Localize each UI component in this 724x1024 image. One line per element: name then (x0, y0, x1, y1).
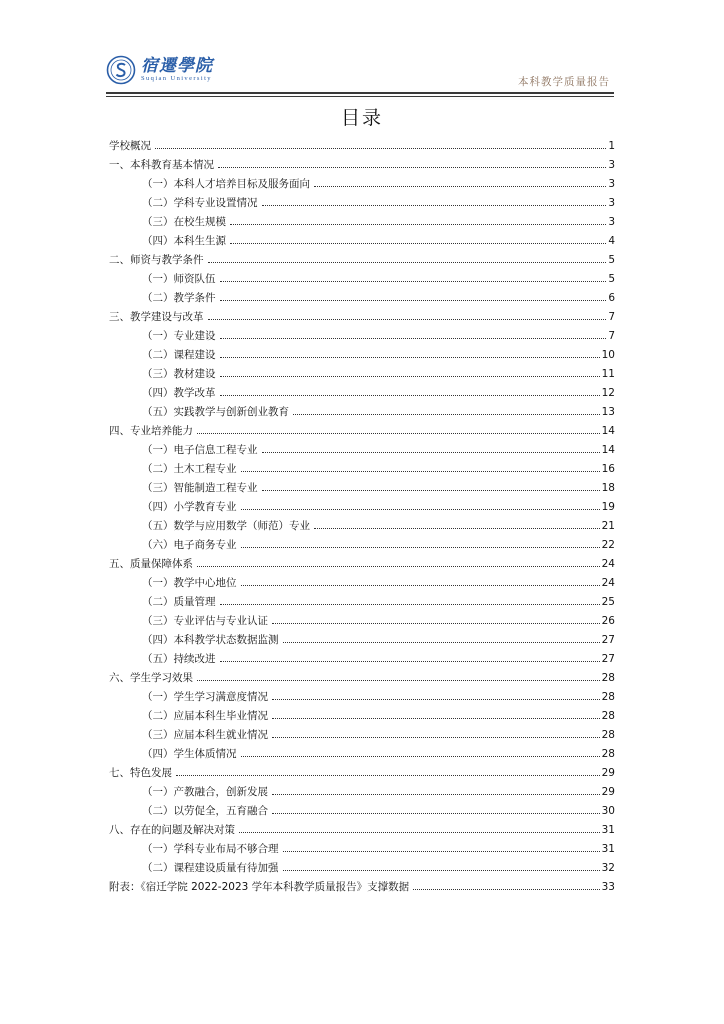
toc-entry-label: （一）本科人才培养目标及服务面向 (142, 178, 310, 190)
toc-entry-page-number: 21 (601, 520, 615, 532)
toc-entry-page-number: 28 (601, 691, 615, 703)
toc-entry-label: （四）教学改革 (142, 387, 216, 399)
toc-entry-label: （二）课程建设质量有待加强 (142, 862, 279, 874)
toc-dot-leader (197, 565, 600, 567)
toc-entry-label: （五）数学与应用数学（师范）专业 (142, 520, 310, 532)
toc-entry-label: （三）在校生规模 (142, 216, 226, 228)
toc-entry-page-number: 19 (601, 501, 615, 513)
toc-entry[interactable] (109, 134, 615, 153)
toc-entry-label: 三、教学建设与改革 (109, 311, 204, 323)
toc-entry[interactable] (109, 172, 615, 191)
toc-entry[interactable] (109, 438, 615, 457)
toc-dot-leader (283, 869, 600, 871)
toc-entry[interactable] (109, 210, 615, 229)
toc-entry[interactable] (109, 381, 615, 400)
toc-entry[interactable] (109, 153, 615, 172)
toc-entry-label: （二）应届本科生毕业情况 (142, 710, 268, 722)
toc-entry-label: 四、专业培养能力 (109, 425, 193, 437)
logo-chinese-name: 宿遷學院 (141, 56, 213, 76)
toc-entry[interactable] (109, 628, 615, 647)
toc-entry-page-number: 24 (601, 577, 615, 589)
toc-entry-page-number: 28 (601, 672, 615, 684)
toc-entry-label: （三）智能制造工程专业 (142, 482, 258, 494)
toc-dot-leader (314, 185, 606, 187)
toc-dot-leader (241, 546, 600, 548)
toc-entry[interactable] (109, 723, 615, 742)
toc-entry-page-number: 27 (601, 653, 615, 665)
toc-entry[interactable] (109, 457, 615, 476)
toc-dot-leader (155, 147, 606, 149)
toc-dot-leader (283, 850, 600, 852)
toc-dot-leader (208, 318, 607, 320)
toc-entry-label: （五）持续改进 (142, 653, 216, 665)
toc-dot-leader (413, 888, 599, 890)
toc-entry-page-number: 31 (601, 824, 615, 836)
toc-dot-leader (230, 223, 606, 225)
header-rule-thick (106, 92, 614, 94)
toc-dot-leader (272, 793, 600, 795)
toc-entry-page-number: 28 (601, 729, 615, 741)
toc-entry-label: （二）学科专业设置情况 (142, 197, 258, 209)
toc-dot-leader (262, 451, 600, 453)
toc-entry-page-number: 10 (601, 349, 615, 361)
toc-entry-label: （六）电子商务专业 (142, 539, 237, 551)
toc-entry-label: （一）专业建设 (142, 330, 216, 342)
toc-dot-leader (220, 337, 607, 339)
toc-entry-label: （一）产教融合，创新发展 (142, 786, 268, 798)
toc-entry-label: （一）学科专业布局不够合理 (142, 843, 279, 855)
toc-dot-leader (241, 470, 600, 472)
toc-entry-label: （三）应届本科生就业情况 (142, 729, 268, 741)
toc-entry-page-number: 27 (601, 634, 615, 646)
toc-entry-label: （四）学生体质情况 (142, 748, 237, 760)
toc-dot-leader (241, 755, 600, 757)
toc-dot-leader (220, 356, 600, 358)
toc-entry[interactable] (109, 400, 615, 419)
toc-dot-leader (314, 527, 600, 529)
toc-entry[interactable] (109, 799, 615, 818)
toc-entry[interactable] (109, 837, 615, 856)
toc-entry[interactable] (109, 742, 615, 761)
toc-entry-label: （四）本科教学状态数据监测 (142, 634, 279, 646)
toc-entry[interactable] (109, 495, 615, 514)
toc-dot-leader (220, 660, 600, 662)
toc-dot-leader (208, 261, 607, 263)
toc-entry-page-number: 1 (608, 140, 615, 152)
header-rule-thin (106, 96, 614, 97)
toc-entry-page-number: 7 (608, 311, 615, 323)
toc-dot-leader (262, 489, 600, 491)
toc-entry-page-number: 6 (608, 292, 615, 304)
toc-entry-label: （三）教材建设 (142, 368, 216, 380)
university-logo (106, 52, 213, 88)
table-of-contents (109, 134, 615, 894)
toc-dot-leader (220, 375, 600, 377)
toc-entry-label: （四）本科生生源 (142, 235, 226, 247)
toc-dot-leader (218, 166, 606, 168)
toc-dot-leader (262, 204, 607, 206)
toc-entry-page-number: 11 (601, 368, 615, 380)
toc-dot-leader (272, 698, 600, 700)
toc-dot-leader (241, 584, 600, 586)
toc-entry[interactable] (109, 571, 615, 590)
toc-entry-label: （二）土木工程专业 (142, 463, 237, 475)
toc-dot-leader (197, 679, 600, 681)
toc-entry-label: （二）质量管理 (142, 596, 216, 608)
toc-entry[interactable] (109, 666, 615, 685)
toc-entry-label: 二、师资与教学条件 (109, 254, 204, 266)
toc-entry-page-number: 5 (608, 254, 615, 266)
toc-dot-leader (239, 831, 600, 833)
toc-dot-leader (272, 812, 600, 814)
toc-entry[interactable] (109, 647, 615, 666)
toc-entry-page-number: 33 (601, 881, 615, 893)
toc-entry-label: 一、本科教育基本情况 (109, 159, 214, 171)
toc-dot-leader (220, 394, 600, 396)
toc-entry[interactable] (109, 305, 615, 324)
toc-dot-leader (220, 603, 600, 605)
logo-english-name: Suqian University (141, 75, 212, 82)
toc-entry-page-number: 5 (608, 273, 615, 285)
toc-entry-page-number: 14 (601, 444, 615, 456)
toc-entry-page-number: 7 (608, 330, 615, 342)
toc-entry-page-number: 32 (601, 862, 615, 874)
toc-entry-label: （四）小学教育专业 (142, 501, 237, 513)
toc-entry-label: 附表：《宿迁学院 2022-2023 学年本科教学质量报告》支撑数据 (109, 881, 410, 893)
toc-entry[interactable] (109, 419, 615, 438)
university-emblem-icon (106, 55, 136, 85)
toc-entry-page-number: 26 (601, 615, 615, 627)
toc-entry-page-number: 30 (601, 805, 615, 817)
toc-entry[interactable] (109, 191, 615, 210)
toc-entry[interactable] (109, 514, 615, 533)
toc-dot-leader (220, 280, 607, 282)
toc-dot-leader (272, 736, 600, 738)
toc-dot-leader (176, 774, 600, 776)
toc-entry-label: （五）实践教学与创新创业教育 (142, 406, 289, 418)
toc-entry-page-number: 29 (601, 786, 615, 798)
toc-entry-label: 六、学生学习效果 (109, 672, 193, 684)
toc-dot-leader (230, 242, 606, 244)
toc-entry-label: 八、存在的问题及解决对策 (109, 824, 235, 836)
toc-entry[interactable] (109, 818, 615, 837)
toc-entry[interactable] (109, 761, 615, 780)
toc-entry-page-number: 3 (608, 197, 615, 209)
toc-entry-label: 七、特色发展 (109, 767, 172, 779)
toc-entry-page-number: 29 (601, 767, 615, 779)
toc-entry[interactable] (109, 229, 615, 248)
toc-entry-page-number: 25 (601, 596, 615, 608)
toc-entry-page-number: 22 (601, 539, 615, 551)
toc-entry[interactable] (109, 856, 615, 875)
toc-entry[interactable] (109, 875, 615, 894)
toc-entry-page-number: 18 (601, 482, 615, 494)
toc-entry-label: （一）教学中心地位 (142, 577, 237, 589)
toc-entry-page-number: 14 (601, 425, 615, 437)
toc-entry[interactable] (109, 533, 615, 552)
toc-entry-page-number: 3 (608, 216, 615, 228)
toc-entry[interactable] (109, 552, 615, 571)
toc-entry-label: （一）电子信息工程专业 (142, 444, 258, 456)
toc-entry[interactable] (109, 590, 615, 609)
toc-entry-label: （二）教学条件 (142, 292, 216, 304)
toc-entry[interactable] (109, 286, 615, 305)
toc-dot-leader (241, 508, 600, 510)
toc-entry[interactable] (109, 343, 615, 362)
toc-entry-page-number: 28 (601, 710, 615, 722)
toc-entry-label: 学校概况 (109, 140, 151, 152)
toc-title: 目录 (340, 107, 383, 129)
toc-entry-page-number: 3 (608, 178, 615, 190)
toc-entry-label: （二）课程建设 (142, 349, 216, 361)
toc-entry[interactable] (109, 704, 615, 723)
toc-entry-label: 五、质量保障体系 (109, 558, 193, 570)
toc-dot-leader (293, 413, 600, 415)
toc-entry-page-number: 4 (608, 235, 615, 247)
toc-entry[interactable] (109, 362, 615, 381)
toc-entry-label: （二）以劳促全，五育融合 (142, 805, 268, 817)
toc-entry-page-number: 13 (601, 406, 615, 418)
toc-entry-page-number: 16 (601, 463, 615, 475)
toc-entry[interactable] (109, 685, 615, 704)
toc-entry[interactable] (109, 476, 615, 495)
header-report-title: 本科教学质量报告 (518, 76, 610, 88)
toc-entry-label: （一）学生学习满意度情况 (142, 691, 268, 703)
toc-entry-label: （三）专业评估与专业认证 (142, 615, 268, 627)
toc-entry-page-number: 3 (608, 159, 615, 171)
toc-dot-leader (197, 432, 600, 434)
toc-entry-page-number: 12 (601, 387, 615, 399)
toc-dot-leader (272, 622, 600, 624)
page-header (106, 48, 614, 96)
toc-entry-page-number: 24 (601, 558, 615, 570)
toc-entry[interactable] (109, 248, 615, 267)
toc-dot-leader (283, 641, 600, 643)
toc-entry-page-number: 31 (601, 843, 615, 855)
toc-entry-label: （一）师资队伍 (142, 273, 216, 285)
toc-dot-leader (272, 717, 600, 719)
toc-entry[interactable] (109, 780, 615, 799)
toc-entry[interactable] (109, 267, 615, 286)
toc-entry[interactable] (109, 324, 615, 343)
toc-entry-page-number: 28 (601, 748, 615, 760)
toc-dot-leader (220, 299, 607, 301)
toc-entry[interactable] (109, 609, 615, 628)
